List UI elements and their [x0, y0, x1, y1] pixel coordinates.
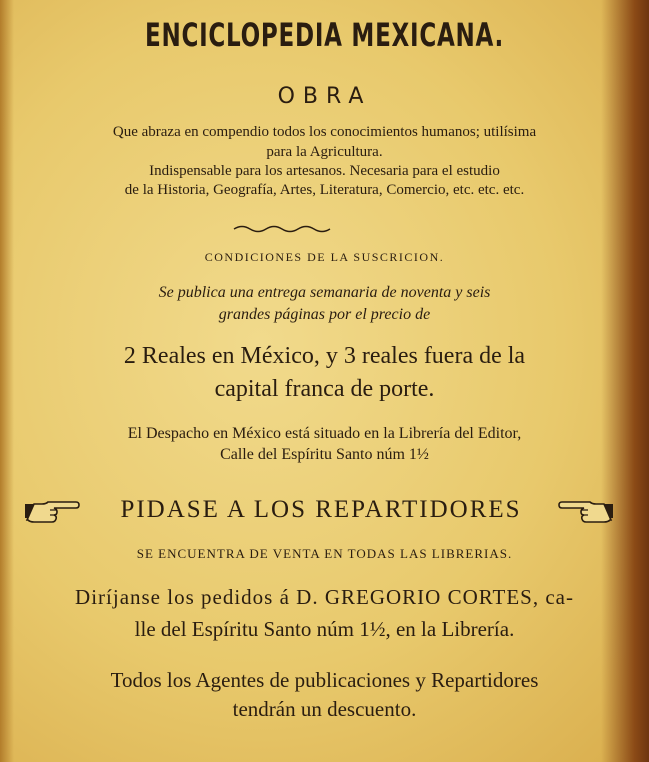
office-line-1: El Despacho en México está situado en la Librería del Editor,	[127, 425, 522, 442]
pointing-hand-right-icon	[24, 496, 80, 526]
order-banner-text: PIDASE A LOS REPARTIDORES	[120, 496, 522, 523]
publication-line-2: grandes páginas por el precio de	[218, 306, 431, 323]
conditions-heading: CONDICIONES DE LA SUSCRICION.	[204, 250, 445, 264]
sale-notice: SE ENCUENTRA DE VENTA EN TODAS LAS LIBRERIAS.	[136, 546, 513, 561]
flourish-divider	[232, 224, 332, 234]
description-line-1: Que abraza en compendio todos los conocimientos humanos; utilísima	[112, 124, 537, 140]
order-banner	[24, 492, 614, 532]
description-line-2: para la Agricultura.	[266, 144, 383, 160]
publication-line-1: Se publica una entrega semanaria de noventa y seis	[158, 284, 491, 301]
orders-line-2: lle del Espíritu Santo núm 1½, en la Librería.	[134, 617, 515, 641]
page-title: ENCICLOPEDIA MEXICANA.	[145, 16, 504, 54]
orders-line-1: Diríjanse los pedidos á D. GREGORIO CORTES, ca-	[75, 585, 574, 609]
description-line-4: de la Historia, Geografía, Artes, Literatura, Comercio, etc. etc. etc.	[124, 182, 525, 198]
office-line-2: Calle del Espíritu Santo núm 1½	[220, 446, 429, 463]
pointing-hand-left-icon	[558, 496, 614, 526]
price-line-2: capital franca de porte.	[214, 376, 435, 402]
agents-line-1: Todos los Agentes de publicaciones y Repartidores	[110, 668, 539, 692]
price-line-1: 2 Reales en México, y 3 reales fuera de la	[123, 343, 526, 369]
description-line-3: Indispensable para los artesanos. Necesaria para el estudio	[149, 163, 500, 179]
agents-line-2: tendrán un descuento.	[232, 697, 417, 721]
subtitle: OBRA	[277, 84, 372, 109]
